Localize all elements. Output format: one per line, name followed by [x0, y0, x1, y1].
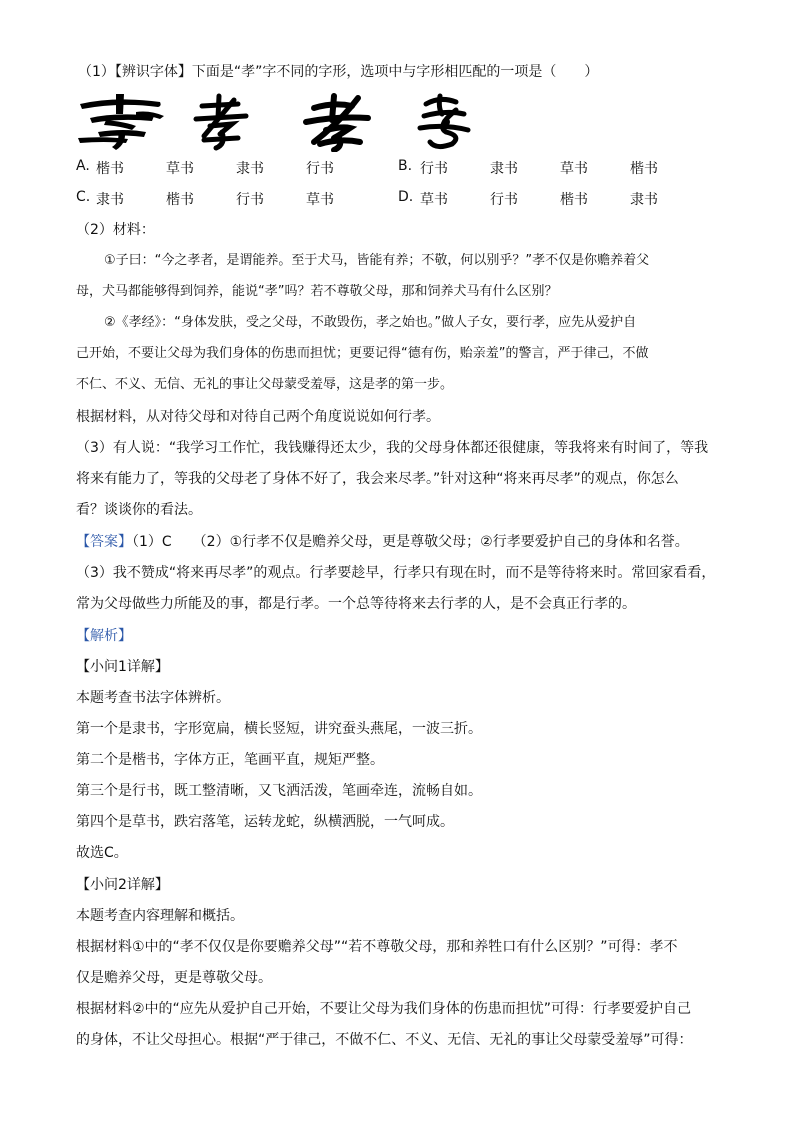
material-2-line: ②《孝经》：“身体发肤，受之父母，不敢毁伤，孝之始也。”做人子女，要行孝，应先从爱护自: [104, 315, 637, 330]
option-item: 隶书: [630, 192, 658, 208]
option-item: 楷书: [96, 161, 124, 177]
calligraphy-clerical-image: [76, 92, 166, 152]
option-item: 楷书: [630, 161, 658, 177]
option-letter: B.: [398, 158, 413, 174]
material-2-line: 不仁、不义、无信、无礼的事让父母蒙受羞辱，这是孝的第一步。: [76, 377, 454, 392]
q2-ask: 根据材料，从对待父母和对待自己两个角度说说如何行孝。: [76, 409, 440, 425]
analysis-tag: 【解析】: [76, 628, 132, 644]
q3-line: 看？谈谈你的看法。: [76, 502, 202, 518]
answer-text: （1）C （2）①行孝不仅是赡养父母，更是尊敬父母；②行孝要爱护自己的身体和名誉。: [132, 534, 689, 550]
analysis-line: 本题考查内容理解和概括。: [76, 908, 244, 924]
analysis-line: 第三个是行书，既工整清晰，又飞洒活泼，笔画牵连，流畅自如。: [76, 783, 482, 799]
q1-stem: （1）【辨识字体】下面是“孝”字不同的字形，选项中与字形相匹配的一项是（ ）: [78, 64, 599, 80]
option-item: 草书: [306, 192, 334, 208]
option-item: 草书: [560, 161, 588, 177]
material-1-line: 母，犬马都能够得到饲养，能说“孝”吗？若不尊敬父母，那和饲养犬马有什么区别？: [76, 284, 558, 299]
analysis-line: 仅是赡养父母，更是尊敬父母。: [76, 970, 272, 986]
answer-line: [76, 532, 689, 552]
option-item: 隶书: [96, 192, 124, 208]
answer-line: 常为父母做些力所能及的事，都是行孝。一个总等待将来去行孝的人，是不会真正行孝的。: [76, 596, 636, 612]
option-item: 楷书: [560, 192, 588, 208]
option-item: 草书: [166, 161, 194, 177]
material-1-line: ①子曰：“今之孝者，是谓能养。至于犬马，皆能有养；不敬，何以别乎？”孝不仅是你赡养着父: [104, 253, 650, 268]
option-item: 隶书: [236, 161, 264, 177]
analysis-line: 的身体，不让父母担心。根据“严于律己，不做不仁、不义、无信、无礼的事让父母蒙受羞辱”可得：: [76, 1032, 693, 1048]
option-item: 隶书: [490, 161, 518, 177]
option-item: 草书: [420, 192, 448, 208]
option-letter: A.: [76, 158, 90, 174]
section-1-title: 【小问1详解】: [76, 659, 169, 675]
calligraphy-cursive-image: [416, 92, 472, 152]
option-item: 行书: [306, 161, 334, 177]
analysis-line: 第一个是隶书，字形宽扁，横长竖短，讲究蚕头燕尾，一波三折。: [76, 721, 482, 737]
q3-line: 将来有能力了，等我的父母老了身体不好了，我会来尽孝。”针对这种“将来再尽孝”的观点，你怎么: [76, 471, 679, 487]
q3-line: （3）有人说：“我学习工作忙，我钱赚得还太少，我的父母身体都还很健康，等我将来有时间了，等我: [76, 440, 709, 456]
option-letter: D.: [398, 189, 414, 205]
analysis-line: 第二个是楷书，字体方正，笔画平直，规矩严整。: [76, 752, 384, 768]
option-letter: C.: [76, 189, 91, 205]
analysis-line: 根据材料②中的“应先从爱护自己开始，不要让父母为我们身体的伤患而担忧”可得：行孝要爱护自己: [76, 1001, 692, 1017]
analysis-line: 第四个是草书，跌宕落笔，运转龙蛇，纵横洒脱，一气呵成。: [76, 814, 454, 830]
option-item: 楷书: [166, 192, 194, 208]
option-item: 行书: [236, 192, 264, 208]
section-2-title: 【小问2详解】: [76, 877, 169, 893]
option-item: 行书: [420, 161, 448, 177]
analysis-line: 故选C。: [76, 845, 128, 861]
answer-tag: 【答案】: [76, 534, 132, 550]
analysis-line: 根据材料①中的“孝不仅仅是你要赡养父母”“若不尊敬父母，那和养牲口有什么区别？”可得：孝不: [76, 939, 678, 955]
analysis-line: 本题考查书法字体辨析。: [76, 690, 230, 706]
calligraphy-regular-image: [186, 92, 256, 152]
answer-line: （3）我不赞成“将来再尽孝”的观点。行孝要趁早，行孝只有现在时，而不是等待将来时。常回家看看，: [76, 565, 716, 581]
q2-head: （2）材料：: [76, 222, 155, 238]
option-item: 行书: [490, 192, 518, 208]
calligraphy-running-image: [300, 92, 376, 152]
material-2-line: 己开始，不要让父母为我们身体的伤患而担忧；更要记得“德有伤，贻亲羞”的警言，严于律己，不做: [76, 346, 649, 361]
